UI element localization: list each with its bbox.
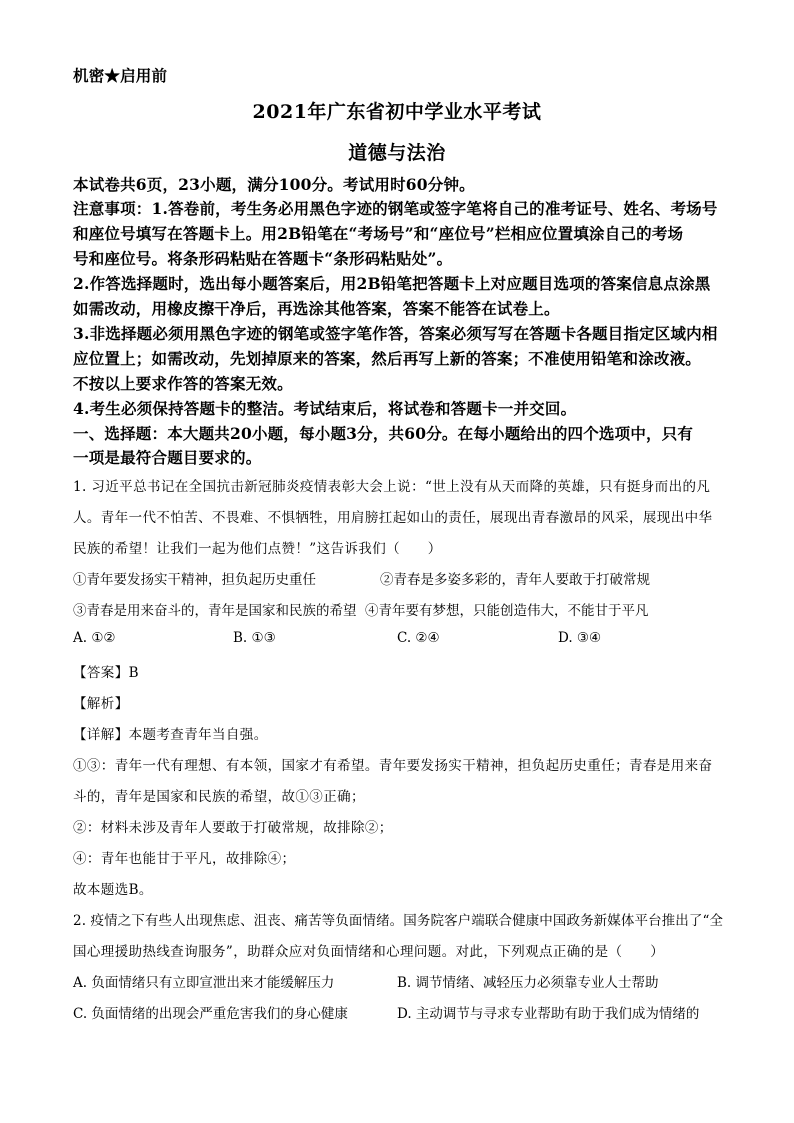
q1-option-d: D. ③④ (558, 630, 602, 646)
q1-statement-3: ③青春是用来奋斗的，青年是国家和民族的希望 (73, 603, 357, 619)
q2-option-c: C. 负面情绪的出现会严重危害我们的身心健康 (73, 1006, 348, 1022)
q1-option-a: A. ①② (73, 630, 116, 646)
q1-option-c: C. ②④ (397, 630, 440, 646)
q1-conclusion: 故本题选B。 (73, 882, 153, 898)
exam-title: 2021年广东省初中学业水平考试 (252, 101, 542, 123)
q1-explanation-3: ④：青年也能甘于平凡，故排除④； (73, 851, 296, 867)
note1-line3: 号和座位号。将条形码粘贴在答题卡“条形码粘贴处”。 (73, 249, 453, 268)
q1-analysis-label: 【解析】 (73, 696, 129, 712)
note2-line2: 如需改动，用橡皮擦干净后，再选涂其他答案，答案不能答在试卷上。 (73, 299, 560, 318)
q1-option-b: B. ①③ (233, 630, 276, 646)
note1-line2: 和座位号填写在答题卡上。用2B铅笔在“考场号”和“座位号”栏相应位置填涂自己的考场 (73, 224, 684, 243)
q1-explanation-line1: ①③：青年一代有理想、有本领，国家才有希望。青年要发扬实干精神，担负起历史重任；青春是用来奋 (73, 758, 713, 774)
note4: 4.考生必须保持答题卡的整洁。考试结束后，将试卷和答题卡一并交回。 (73, 399, 577, 418)
section1-line1: 一、选择题：本大题共20小题，每小题3分，共60分。在每小题给出的四个选项中，只有 (73, 424, 694, 443)
section1-line2: 一项是最符合题目要求的。 (73, 448, 262, 467)
note3-line1: 3.非选择题必须用黑色字迹的钢笔或签字笔作答，答案必须写写在答题卡各题目指定区域内相 (73, 324, 718, 343)
q1-statement-1: ①青年要发扬实干精神，担负起历史重任 (73, 572, 316, 588)
q1-stem-line3: 民族的希望！让我们一起为他们点赞！”这告诉我们（ ） (73, 541, 442, 557)
confidential-label: 机密★启用前 (73, 66, 168, 85)
q1-stem-line2: 人。青年一代不怕苦、不畏难、不惧牺牲，用肩膀扛起如山的责任，展现出青春激昂的风采，展现出中华 (73, 510, 713, 526)
q2-option-d: D. 主动调节与寻求专业帮助有助于我们成为情绪的 (397, 1006, 700, 1022)
note1-line1: 注意事项：1.答卷前，考生务必用黑色字迹的钢笔或签字笔将自己的准考证号、姓名、考场号 (73, 199, 718, 218)
q1-statement-2: ②青春是多姿多彩的，青年人要敢于打破常规 (380, 572, 650, 588)
note3-line2: 应位置上；如需改动，先划掉原来的答案，然后再写上新的答案；不准使用铅笔和涂改液。 (73, 349, 702, 368)
intro-text: 本试卷共6页，23小题，满分100分。考试用时60分钟。 (73, 175, 475, 194)
q1-answer: 【答案】B (73, 665, 139, 681)
q2-option-b: B. 调节情绪、减轻压力必须靠专业人士帮助 (397, 975, 659, 991)
q1-statement-4: ④青年要有梦想，只能创造伟大，不能甘于平凡 (365, 603, 649, 619)
note3-line3: 不按以上要求作答的答案无效。 (73, 374, 293, 393)
subject-title: 道德与法治 (348, 142, 446, 164)
q1-explanation-line2: 斗的，青年是国家和民族的希望，故①③正确； (73, 789, 365, 805)
q1-detail: 【详解】本题考查青年当自强。 (73, 727, 268, 743)
q1-explanation-2: ②：材料未涉及青年人要敢于打破常规，故排除②； (73, 820, 393, 836)
q2-stem-line2: 国心理援助热线查询服务”，助群众应对负面情绪和心理问题。对此，下列观点正确的是（ ） (73, 944, 665, 960)
q2-stem-line1: 2. 疫情之下有些人出现焦虑、沮丧、痛苦等负面情绪。国务院客户端联合健康中国政务新媒体平台推出了“全 (73, 913, 724, 929)
note2-line1: 2.作答选择题时，选出每小题答案后，用2B铅笔把答题卡上对应题目选项的答案信息点涂黑 (73, 274, 711, 293)
q1-stem-line1: 1. 习近平总书记在全国抗击新冠肺炎疫情表彰大会上说：“世上没有从天而降的英雄，只有挺身而出的凡 (73, 479, 711, 495)
q2-option-a: A. 负面情绪只有立即宣泄出来才能缓解压力 (73, 975, 335, 991)
